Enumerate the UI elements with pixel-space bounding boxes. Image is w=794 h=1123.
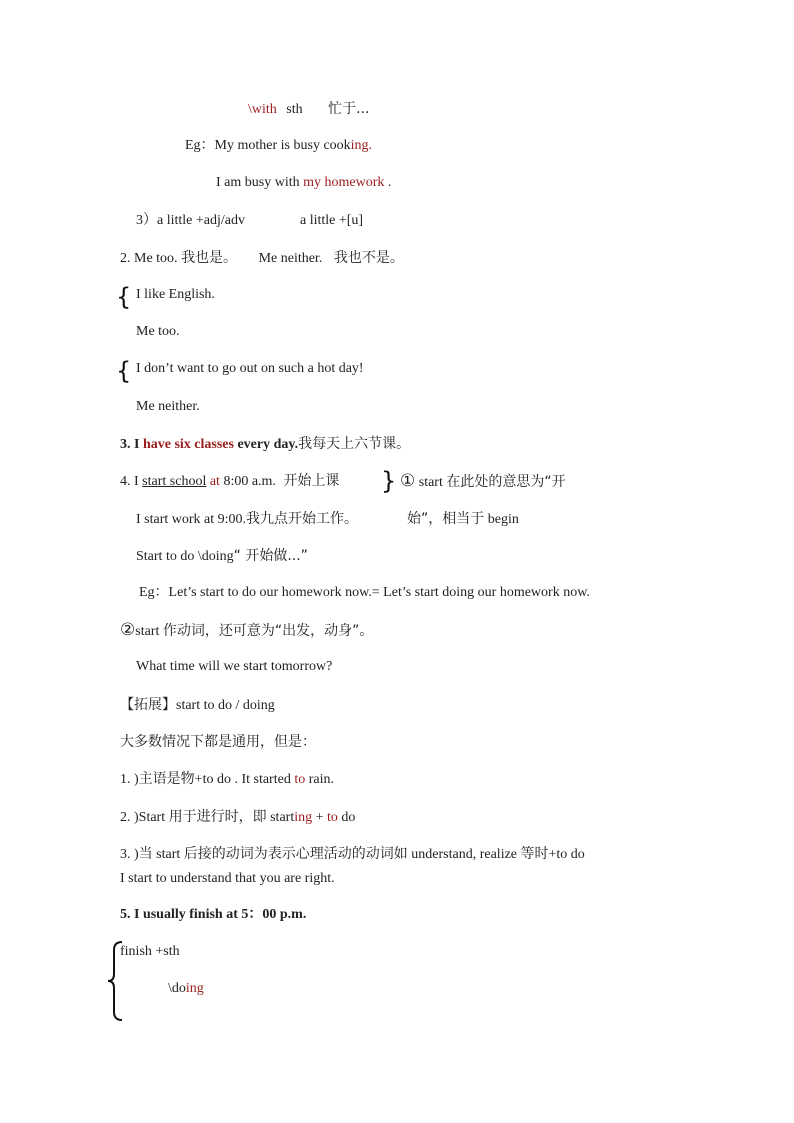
line-me-too: Me too.: [136, 324, 180, 339]
line-rule-3: [120, 845, 585, 864]
line-dont-want: I don’t want to go out on such a hot day!: [136, 361, 364, 376]
text: 用于进行时，即: [168, 809, 267, 825]
line-rule-3-example: I start to understand that you are right.: [120, 871, 335, 886]
text: 在此处的意思为“开: [446, 474, 566, 490]
text: start school: [142, 474, 207, 489]
text: 我九点开始工作。: [246, 511, 359, 527]
line-usually-finish: 5. I usually finish at 5：00 p.m.: [120, 907, 307, 922]
text: begin: [484, 512, 519, 527]
line-i-like-english: I like English.: [136, 287, 215, 302]
text: ing: [294, 810, 313, 825]
text: “ 开始做...”: [233, 548, 308, 564]
line-busy-with: [248, 100, 369, 119]
line-a-little: [136, 212, 364, 230]
text: start to do / doing: [176, 698, 275, 713]
text: \do: [168, 981, 186, 996]
line-me-neither: Me neither.: [136, 399, 200, 414]
text: 8:00 a.m.: [219, 474, 276, 489]
line-start-to-do: [136, 547, 308, 566]
line-example-cooking: [185, 137, 372, 155]
text: Eg：My mother is busy cook: [185, 138, 351, 153]
text: 我也不是。: [333, 250, 404, 266]
text: Start to do \doing: [136, 549, 234, 564]
line-rule-2: [120, 808, 355, 827]
text: 3. I: [120, 437, 143, 452]
text: I start work at 9:00.: [136, 512, 247, 527]
text: 当: [138, 846, 153, 862]
line-start-verb: [120, 621, 373, 641]
text: 4. I: [120, 474, 143, 489]
text: at: [206, 474, 220, 489]
left-brace: {: [116, 283, 132, 311]
text: my homework: [303, 175, 385, 190]
line-extension: [120, 696, 275, 715]
line-example-lets-start: Eg：Let’s start to do our homework now.= Let’s start doing our homework now.: [139, 585, 590, 600]
text: 作动词，还可意为“出发，动身”。: [162, 623, 374, 639]
text: 2. Me too.: [120, 251, 178, 266]
text: .: [384, 175, 392, 190]
text: 我每天上六节课。: [298, 436, 411, 452]
text: start: [135, 624, 163, 639]
text: to: [327, 810, 338, 825]
text: \with: [248, 102, 277, 117]
line-start-meaning: [400, 472, 566, 492]
text: 开始上课: [283, 473, 340, 489]
line-me-too-heading: [120, 249, 404, 268]
line-finish-sth: finish +sth: [120, 944, 180, 959]
text: start: [266, 810, 295, 825]
text: do: [337, 810, 356, 825]
line-start-work: [136, 510, 358, 529]
text: a little +[u]: [300, 213, 364, 228]
left-brace: {: [116, 357, 132, 385]
text: Me neither.: [258, 251, 323, 266]
text: 忙于...: [328, 101, 370, 117]
text: ing: [185, 981, 204, 996]
text: I am busy with: [216, 175, 304, 190]
text: 后接的动词为表示心理活动的动词如: [183, 846, 408, 862]
text: have six classes: [142, 437, 234, 452]
text: 主语是物: [138, 771, 195, 787]
text: every day.: [233, 437, 299, 452]
text: 1. ): [120, 772, 139, 787]
text: 始”，相当于: [407, 511, 485, 527]
text: start: [152, 847, 184, 862]
text: 等时: [520, 846, 549, 862]
text: +to do . It started: [194, 772, 295, 787]
text: 我也是。: [181, 250, 238, 266]
text: ①: [400, 471, 416, 491]
text: ②: [120, 620, 136, 640]
right-brace: }: [381, 467, 397, 495]
text: to: [294, 772, 306, 787]
line-what-time: What time will we start tomorrow?: [136, 659, 333, 674]
line-start-school: [120, 472, 339, 491]
line-mostly-common: 大多数情况下都是通用，但是：: [120, 734, 316, 750]
line-example-homework: [216, 174, 391, 192]
line-rule-1: [120, 770, 334, 789]
text: 3. ): [120, 847, 139, 862]
text: +: [312, 810, 328, 825]
text: 2. )Start: [120, 810, 169, 825]
text: start: [415, 475, 447, 490]
line-begin: [407, 510, 519, 529]
text: 3）a little +adj/adv: [136, 213, 245, 228]
text: rain.: [305, 772, 334, 787]
line-finish-doing: [168, 980, 204, 998]
text: +to do: [548, 847, 585, 862]
text: sth: [286, 102, 303, 117]
line-six-classes: [120, 435, 410, 454]
text: 【拓展】: [120, 697, 176, 713]
text: ing.: [350, 138, 373, 153]
text: understand, realize: [407, 847, 521, 862]
